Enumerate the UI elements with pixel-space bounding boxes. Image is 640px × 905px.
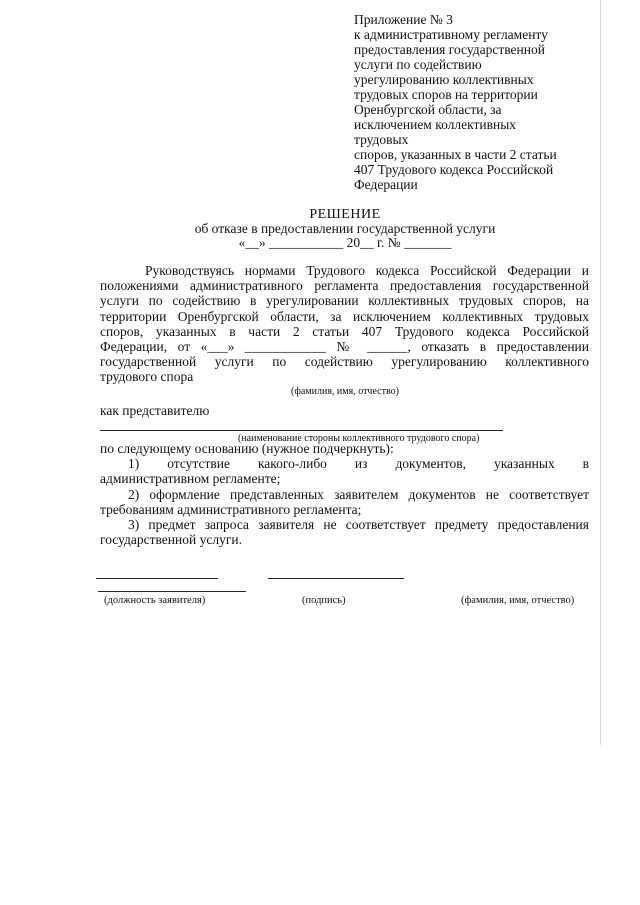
ground-item-2-cont: требованиям административного регламента; [100, 501, 362, 517]
body-line: споров, указанных в части 2 статьи 407 Трудового кодекса Российской [100, 323, 589, 339]
ground-item-3-cont: государственной услуги. [100, 532, 242, 548]
appendix-header [354, 12, 594, 192]
signature-line-position-2 [98, 591, 246, 592]
appendix-line: трудовых споров на территории [354, 87, 538, 102]
appendix-line: 407 Трудового кодекса Российской [354, 162, 554, 177]
appendix-line: споров, указанных в части 2 статьи [354, 147, 557, 162]
as-representative-label: как представителю [100, 403, 210, 418]
appendix-line: исключением коллективных [354, 117, 517, 132]
document-subtitle: об отказе в предоставлении государственной услуги [194, 221, 496, 236]
appendix-line: урегулированию коллективных [354, 72, 534, 87]
body-line: государственной услуги по содействию урегулированию коллективного [100, 354, 589, 370]
body-line: трудового спора [100, 369, 194, 385]
ground-item-3: 3) предмет запроса заявителя не соответствует предмету предоставления [128, 517, 589, 533]
body-line: территории Оренбургской области, за исключением коллективных трудовых [100, 308, 589, 324]
appendix-line: к административному регламенту [354, 27, 548, 42]
grounds-intro: по следующему основанию (нужное подчеркнуть): [100, 441, 394, 456]
appendix-line: Приложение № 3 [354, 12, 453, 27]
body-line: Федерации, от «___» ____________ № ______, отказать в предоставлении [100, 339, 589, 355]
side-name-line [100, 430, 503, 431]
fio-caption: (фамилия, имя, отчество) [291, 386, 399, 397]
ground-item-1-cont: административном регламенте; [100, 471, 281, 487]
full-name-caption: (фамилия, имя, отчество) [461, 595, 575, 606]
document-title: РЕШЕНИЕ [309, 207, 381, 222]
signature-caption: (подпись) [302, 595, 346, 606]
appendix-line: трудовых [354, 132, 409, 147]
appendix-line: услуги по содействию [354, 57, 482, 72]
appendix-line: Оренбургской области, за [354, 102, 502, 117]
ground-item-2: 2) оформление представленных заявителем документов не соответствует [128, 486, 589, 502]
ground-item-1: 1) отсутствие какого-либо из документов, указанных в [128, 456, 589, 472]
decision-body [100, 263, 589, 385]
side-name-caption: (наименование стороны коллективного трудового спора) [238, 433, 480, 444]
body-line: Руководствуясь нормами Трудового кодекса Российской Федерации и [145, 263, 589, 278]
signature-line-signature [268, 578, 404, 579]
body-line: положениями административного регламента предоставления государственной [100, 278, 589, 294]
appendix-line: Федерации [354, 177, 418, 192]
signature-line-position [96, 578, 218, 579]
grounds-list [100, 441, 589, 547]
position-caption: (должность заявителя) [104, 595, 206, 606]
body-line: услуги по содействию в урегулировании коллективных трудовых споров, на [100, 293, 589, 309]
appendix-line: предоставления государственной [354, 42, 545, 57]
page-edge-line [600, 0, 601, 745]
date-number-line: «__» ___________ 20__ г. № _______ [238, 235, 452, 250]
